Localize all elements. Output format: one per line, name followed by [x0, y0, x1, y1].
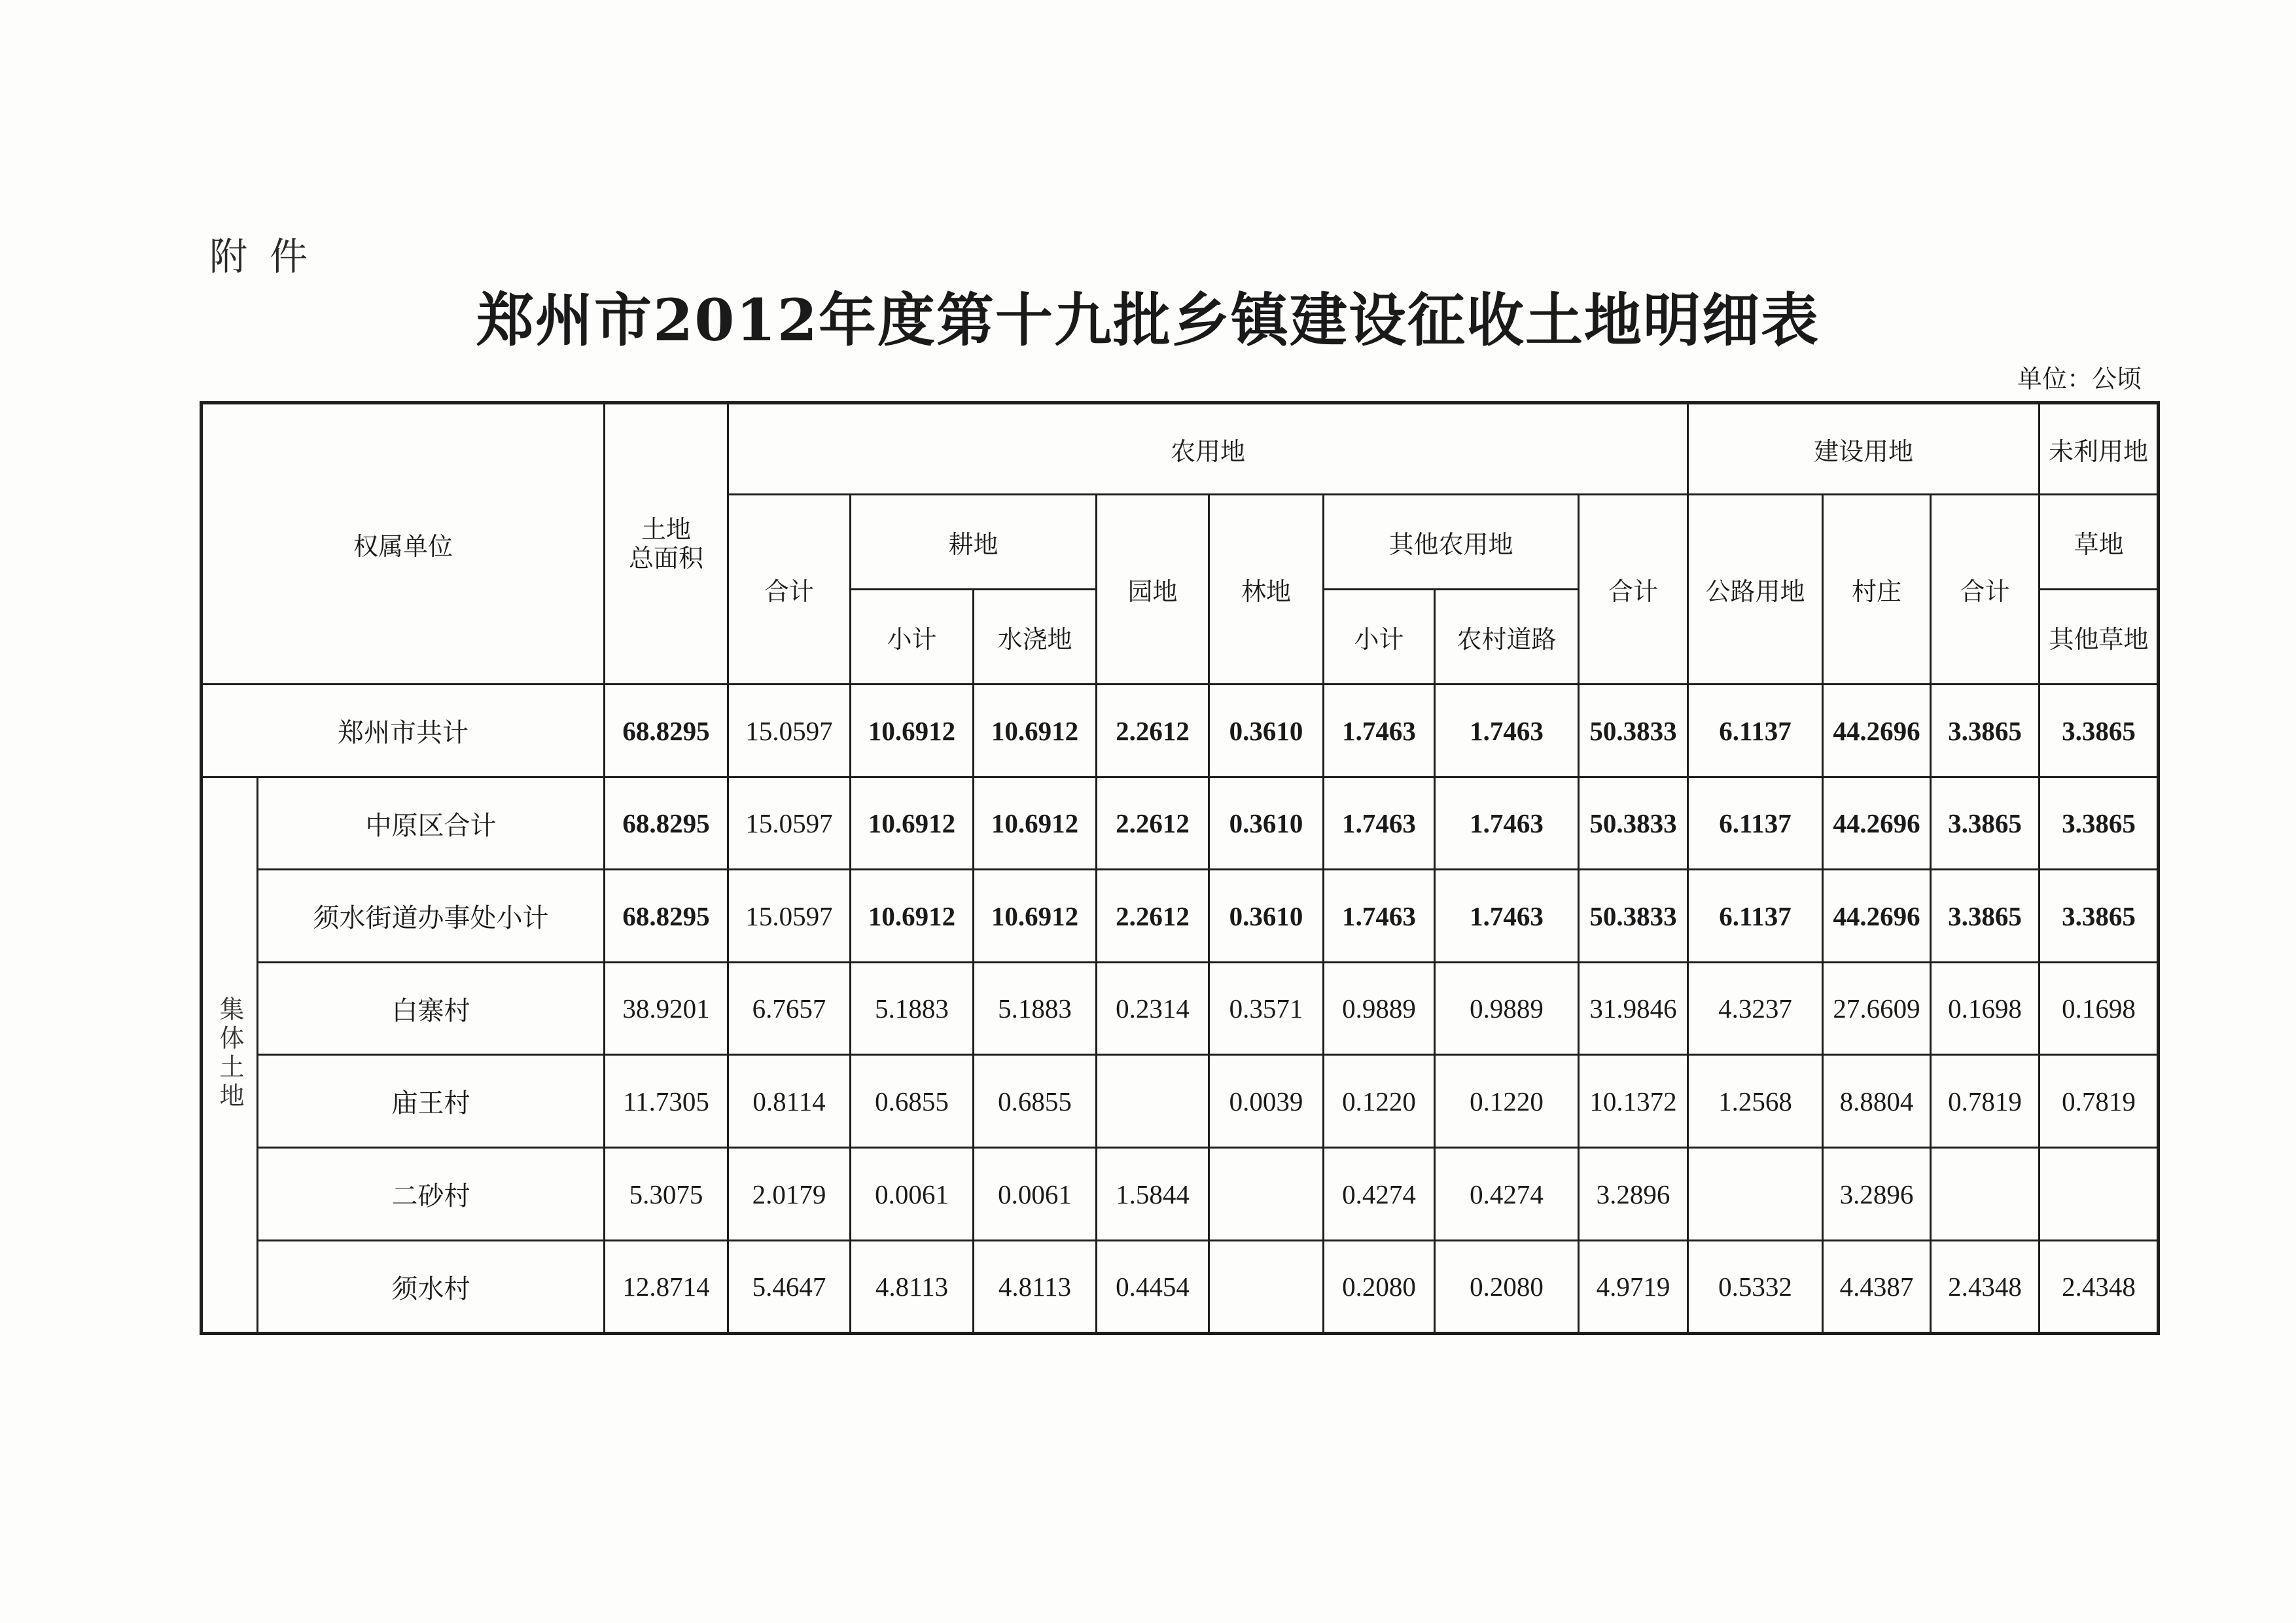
table-cell: 3.3865 — [2040, 685, 2159, 777]
table-cell: 0.4274 — [1324, 1148, 1435, 1241]
row-label: 白寨村 — [258, 963, 605, 1055]
table-cell: 4.4387 — [1823, 1241, 1931, 1334]
table-cell: 10.6912 — [974, 685, 1097, 777]
unit-label: 单位：公顷 — [2017, 365, 2142, 393]
table-cell: 6.1137 — [1688, 870, 1823, 963]
table-cell: 1.7463 — [1324, 685, 1435, 777]
row-label: 须水街道办事处小计 — [258, 870, 605, 963]
table-cell: 10.6912 — [974, 870, 1097, 963]
table-cell: 11.7305 — [605, 1055, 728, 1148]
table-cell: 10.6912 — [851, 777, 974, 870]
header-un-total: 合计 — [1931, 495, 2040, 685]
table-cell: 1.7463 — [1435, 870, 1579, 963]
table-cell: 4.9719 — [1579, 1241, 1688, 1334]
table-cell: 0.1698 — [2040, 963, 2159, 1055]
row-label: 庙王村 — [258, 1055, 605, 1148]
table-row — [202, 1241, 2159, 1334]
header-unused: 未利用地 — [2040, 403, 2159, 495]
table-cell: 0.3571 — [1209, 963, 1324, 1055]
table-cell: 0.4274 — [1435, 1148, 1579, 1241]
table-cell: 0.5332 — [1688, 1241, 1823, 1334]
table-cell: 2.4348 — [2040, 1241, 2159, 1334]
table-cell: 3.2896 — [1823, 1148, 1931, 1241]
header-garden: 园地 — [1097, 495, 1209, 685]
table-row — [202, 963, 2159, 1055]
table-cell: 68.8295 — [605, 870, 728, 963]
table-cell — [1209, 1241, 1324, 1334]
table-cell: 0.0039 — [1209, 1055, 1324, 1148]
table-cell: 0.3610 — [1209, 685, 1324, 777]
table-cell: 44.2696 — [1823, 870, 1931, 963]
table-cell: 2.0179 — [728, 1148, 851, 1241]
table-cell: 3.2896 — [1579, 1148, 1688, 1241]
table-cell: 1.7463 — [1324, 870, 1435, 963]
table-cell: 3.3865 — [2040, 777, 2159, 870]
table-cell: 38.9201 — [605, 963, 728, 1055]
table-cell: 50.3833 — [1579, 870, 1688, 963]
table-cell: 50.3833 — [1579, 685, 1688, 777]
table-cell: 0.9889 — [1324, 963, 1435, 1055]
header-other-subtotal: 小计 — [1324, 590, 1435, 685]
table-row — [202, 685, 2159, 777]
table-cell: 1.2568 — [1688, 1055, 1823, 1148]
table-cell — [1931, 1148, 2040, 1241]
table-cell: 44.2696 — [1823, 777, 1931, 870]
header-other-ag: 其他农用地 — [1324, 495, 1579, 590]
table-cell: 6.7657 — [728, 963, 851, 1055]
table-cell: 0.7819 — [1931, 1055, 2040, 1148]
header-con-total: 合计 — [1579, 495, 1688, 685]
table-cell: 1.7463 — [1435, 777, 1579, 870]
header-forest: 林地 — [1209, 495, 1324, 685]
table-cell: 0.8114 — [728, 1055, 851, 1148]
table-cell: 3.3865 — [2040, 870, 2159, 963]
table-cell: 8.8804 — [1823, 1055, 1931, 1148]
row-label: 须水村 — [258, 1241, 605, 1334]
document-title: 郑州市2012年度第十九批乡镇建设征收土地明细表 — [476, 286, 1820, 354]
header-owner-unit: 权属单位 — [202, 403, 605, 685]
table-cell: 2.2612 — [1097, 870, 1209, 963]
table-cell: 0.2080 — [1324, 1241, 1435, 1334]
table-cell: 0.6855 — [851, 1055, 974, 1148]
header-cultivated: 耕地 — [851, 495, 1097, 590]
table-cell: 4.8113 — [974, 1241, 1097, 1334]
land-detail-table — [200, 401, 2160, 1335]
table-cell: 0.6855 — [974, 1055, 1097, 1148]
header-agricultural: 农用地 — [728, 403, 1688, 495]
table-cell: 0.3610 — [1209, 870, 1324, 963]
table-cell: 68.8295 — [605, 777, 728, 870]
table-cell: 0.2080 — [1435, 1241, 1579, 1334]
header-road: 公路用地 — [1688, 495, 1823, 685]
table-row — [202, 1055, 2159, 1148]
table-row — [202, 1148, 2159, 1241]
header-irrigated: 水浇地 — [974, 590, 1097, 685]
table-cell: 3.3865 — [1931, 870, 2040, 963]
table-cell: 10.6912 — [851, 685, 974, 777]
table-cell: 3.3865 — [1931, 685, 2040, 777]
table-cell: 27.6609 — [1823, 963, 1931, 1055]
table-cell — [1097, 1055, 1209, 1148]
row-label: 二砂村 — [258, 1148, 605, 1241]
table-cell: 5.4647 — [728, 1241, 851, 1334]
table-cell: 5.3075 — [605, 1148, 728, 1241]
table-cell: 10.6912 — [851, 870, 974, 963]
table-cell: 0.3610 — [1209, 777, 1324, 870]
table-cell: 1.7463 — [1435, 685, 1579, 777]
table-cell — [2040, 1148, 2159, 1241]
header-construction: 建设用地 — [1688, 403, 2040, 495]
table-cell: 0.0061 — [851, 1148, 974, 1241]
table-cell — [1688, 1148, 1823, 1241]
table-cell: 2.2612 — [1097, 685, 1209, 777]
table-cell: 0.0061 — [974, 1148, 1097, 1241]
header-ag-total: 合计 — [728, 495, 851, 685]
table-cell: 15.0597 — [728, 870, 851, 963]
table-cell: 1.7463 — [1324, 777, 1435, 870]
attachment-label: 附件 — [209, 234, 330, 279]
table-cell: 50.3833 — [1579, 777, 1688, 870]
table-cell: 31.9846 — [1579, 963, 1688, 1055]
table-cell: 0.1698 — [1931, 963, 2040, 1055]
table-cell: 6.1137 — [1688, 685, 1823, 777]
table-cell: 4.8113 — [851, 1241, 974, 1334]
table-cell: 5.1883 — [851, 963, 974, 1055]
table-cell: 0.4454 — [1097, 1241, 1209, 1334]
table-cell: 0.2314 — [1097, 963, 1209, 1055]
header-rural-road: 农村道路 — [1435, 590, 1579, 685]
header-other-grass: 其他草地 — [2040, 590, 2159, 685]
table-cell: 2.2612 — [1097, 777, 1209, 870]
header-grass: 草地 — [2040, 495, 2159, 590]
table-cell: 15.0597 — [728, 777, 851, 870]
table-cell: 44.2696 — [1823, 685, 1931, 777]
table-cell: 2.4348 — [1931, 1241, 2040, 1334]
table-cell: 6.1137 — [1688, 777, 1823, 870]
table-cell: 12.8714 — [605, 1241, 728, 1334]
table-cell: 1.5844 — [1097, 1148, 1209, 1241]
table-cell: 10.6912 — [974, 777, 1097, 870]
header-cult-subtotal: 小计 — [851, 590, 974, 685]
group-label: 集体土地 — [215, 996, 244, 1111]
table-cell: 0.9889 — [1435, 963, 1579, 1055]
table-row — [202, 870, 2159, 963]
table-cell: 0.1220 — [1324, 1055, 1435, 1148]
collective-land-group — [202, 777, 258, 1334]
row-label: 中原区合计 — [258, 777, 605, 870]
table-cell: 10.1372 — [1579, 1055, 1688, 1148]
header-total-area: 土地 总面积 — [605, 403, 728, 685]
header-village: 村庄 — [1823, 495, 1931, 685]
table-row — [202, 777, 2159, 870]
table-cell — [1209, 1148, 1324, 1241]
table-cell: 3.3865 — [1931, 777, 2040, 870]
row-label: 郑州市共计 — [202, 685, 605, 777]
table-cell: 5.1883 — [974, 963, 1097, 1055]
table-cell: 15.0597 — [728, 685, 851, 777]
table-cell: 0.7819 — [2040, 1055, 2159, 1148]
table-cell: 0.1220 — [1435, 1055, 1579, 1148]
table-cell: 4.3237 — [1688, 963, 1823, 1055]
header-row-1 — [202, 403, 2159, 495]
table-cell: 68.8295 — [605, 685, 728, 777]
